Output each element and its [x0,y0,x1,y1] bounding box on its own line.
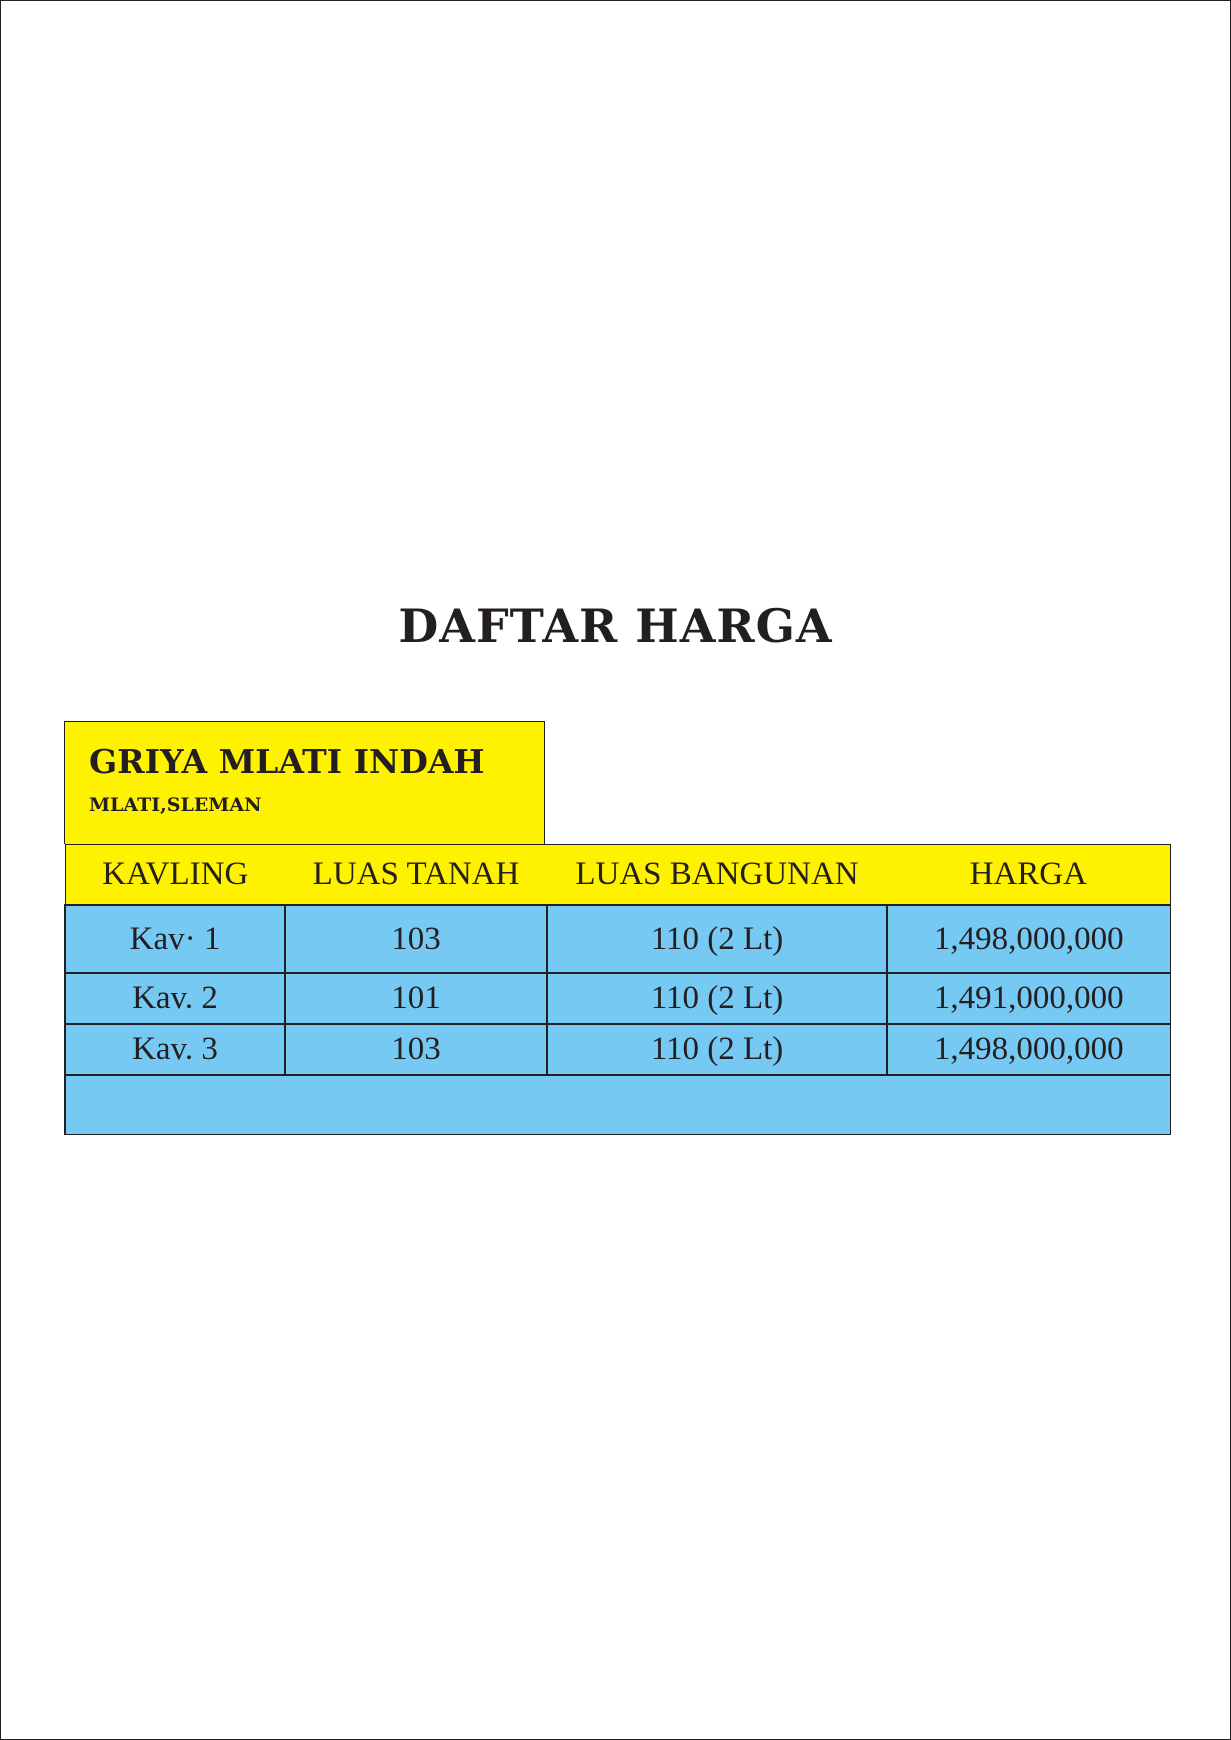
page-title: DAFTAR HARGA [398,599,833,653]
header-kavling: KAVLING [65,845,285,906]
cell-luas-tanah: 103 [285,905,547,973]
project-header-box [64,721,545,844]
cell-kavling: Kav. 3 [65,1024,285,1075]
header-luas-bangunan: LUAS BANGUNAN [547,845,887,906]
header-luas-tanah: LUAS TANAH [285,845,547,906]
cell-luas-tanah: 101 [285,973,547,1024]
cell-harga: 1,491,000,000 [887,973,1170,1024]
project-name: GRIYA MLATI INDAH [89,742,485,781]
cell-kavling: Kav· 1 [65,905,285,973]
table-row [65,905,1170,973]
header-harga: HARGA [887,845,1170,906]
cell-harga: 1,498,000,000 [887,905,1170,973]
empty-cell [65,1075,1170,1135]
project-location: MLATI,SLEMAN [89,794,262,816]
cell-harga: 1,498,000,000 [887,1024,1170,1075]
table-row [65,1024,1170,1075]
cell-luas-bangunan: 110 (2 Lt) [547,905,887,973]
cell-luas-bangunan: 110 (2 Lt) [547,973,887,1024]
table-row [65,973,1170,1024]
table-empty-row [65,1075,1170,1135]
cell-luas-bangunan: 110 (2 Lt) [547,1024,887,1075]
cell-luas-tanah: 103 [285,1024,547,1075]
price-table [64,844,1171,1135]
cell-kavling: Kav. 2 [65,973,285,1024]
table-header-row [65,845,1170,906]
